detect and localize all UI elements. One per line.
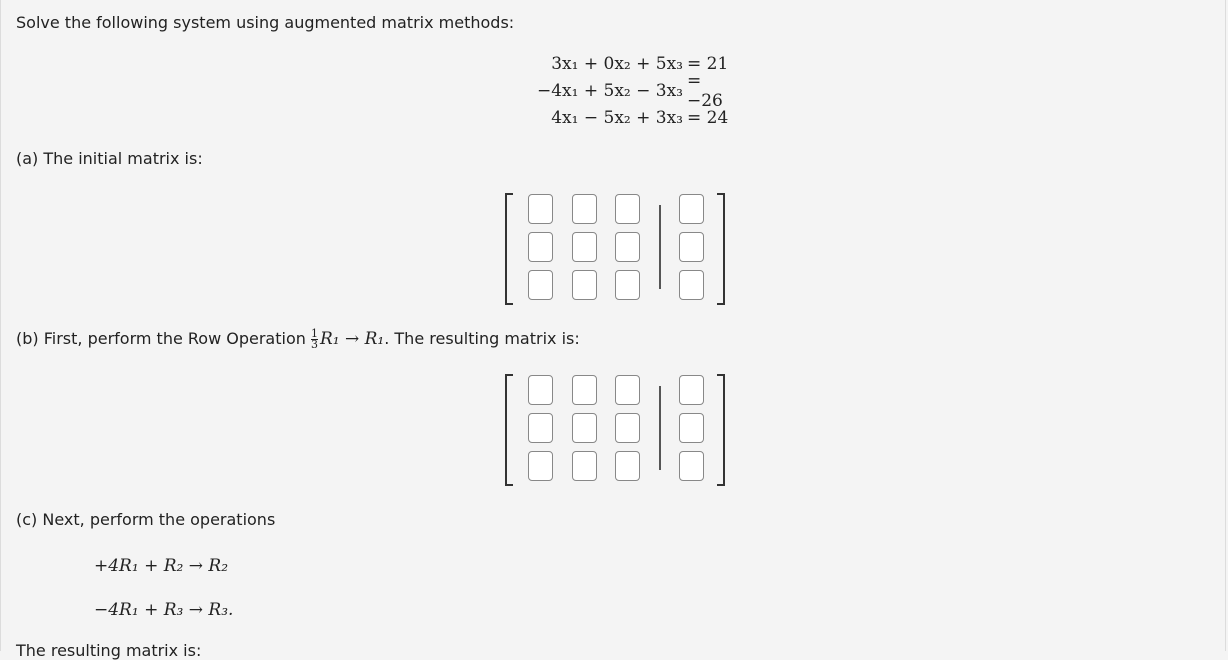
- matrix-b-cell-1-3[interactable]: [615, 375, 640, 405]
- matrix-a-cell-1-4[interactable]: [679, 194, 704, 224]
- matrix-a-cell-3-1[interactable]: [528, 270, 553, 300]
- matrix-a-cell-2-2[interactable]: [572, 232, 597, 262]
- equation-lhs: −4x₁ + 5x₂ − 3x₃: [536, 80, 683, 101]
- matrix-a: [505, 193, 725, 309]
- augment-divider: [659, 205, 661, 289]
- fraction-denominator: 3: [310, 338, 318, 351]
- part-c-label: (c) Next, perform the operations: [16, 510, 276, 529]
- equation-lhs: 3x₁ + 0x₂ + 5x₃: [551, 53, 683, 74]
- matrix-b-cell-3-3[interactable]: [615, 451, 640, 481]
- matrix-a-cell-1-3[interactable]: [615, 194, 640, 224]
- part-b-text-after: . The resulting matrix is:: [384, 329, 580, 348]
- part-a-label: (a) The initial matrix is:: [16, 149, 203, 168]
- matrix-b-cell-2-1[interactable]: [528, 413, 553, 443]
- matrix-a-cell-3-3[interactable]: [615, 270, 640, 300]
- matrix-b-cell-1-4[interactable]: [679, 375, 704, 405]
- equation-rhs: = 21: [687, 53, 729, 74]
- part-b-text-before: (b) First, perform the Row Operation: [16, 329, 311, 348]
- matrix-b: [505, 374, 725, 490]
- matrix-b-cell-3-2[interactable]: [572, 451, 597, 481]
- equation-row: [505, 70, 735, 111]
- matrix-a-cell-2-4[interactable]: [679, 232, 704, 262]
- augment-divider: [659, 386, 661, 470]
- row-operation: R₁ → R₁: [319, 329, 385, 349]
- cutoff-text: The resulting matrix is:: [16, 641, 202, 660]
- equation-system: [505, 50, 735, 131]
- equation-row: [505, 104, 735, 131]
- matrix-a-cell-3-2[interactable]: [572, 270, 597, 300]
- row-operation-2: −4R₁ + R₃ → R₃.: [94, 600, 234, 620]
- equation-rhs: = 24: [687, 107, 729, 128]
- intro-text: Solve the following system using augmented matrix methods:: [16, 13, 515, 32]
- matrix-b-cell-2-2[interactable]: [572, 413, 597, 443]
- equation-rhs: = −26: [687, 70, 723, 111]
- matrix-a-cell-1-1[interactable]: [528, 194, 553, 224]
- fraction: [311, 329, 318, 350]
- row-operation-1: +4R₁ + R₂ → R₂: [94, 556, 229, 576]
- right-bracket: [717, 193, 725, 305]
- left-bracket: [505, 374, 513, 486]
- matrix-b-cell-1-1[interactable]: [528, 375, 553, 405]
- matrix-a-cell-1-2[interactable]: [572, 194, 597, 224]
- matrix-b-cell-1-2[interactable]: [572, 375, 597, 405]
- fraction-numerator: 1: [310, 327, 318, 340]
- part-b-label: [16, 329, 580, 350]
- matrix-a-cell-3-4[interactable]: [679, 270, 704, 300]
- matrix-b-cell-2-4[interactable]: [679, 413, 704, 443]
- right-bracket: [717, 374, 725, 486]
- matrix-b-cell-3-4[interactable]: [679, 451, 704, 481]
- matrix-a-cell-2-1[interactable]: [528, 232, 553, 262]
- left-bracket: [505, 193, 513, 305]
- matrix-b-cell-2-3[interactable]: [615, 413, 640, 443]
- matrix-a-cell-2-3[interactable]: [615, 232, 640, 262]
- equation-lhs: 4x₁ − 5x₂ + 3x₃: [551, 107, 683, 128]
- matrix-b-cell-3-1[interactable]: [528, 451, 553, 481]
